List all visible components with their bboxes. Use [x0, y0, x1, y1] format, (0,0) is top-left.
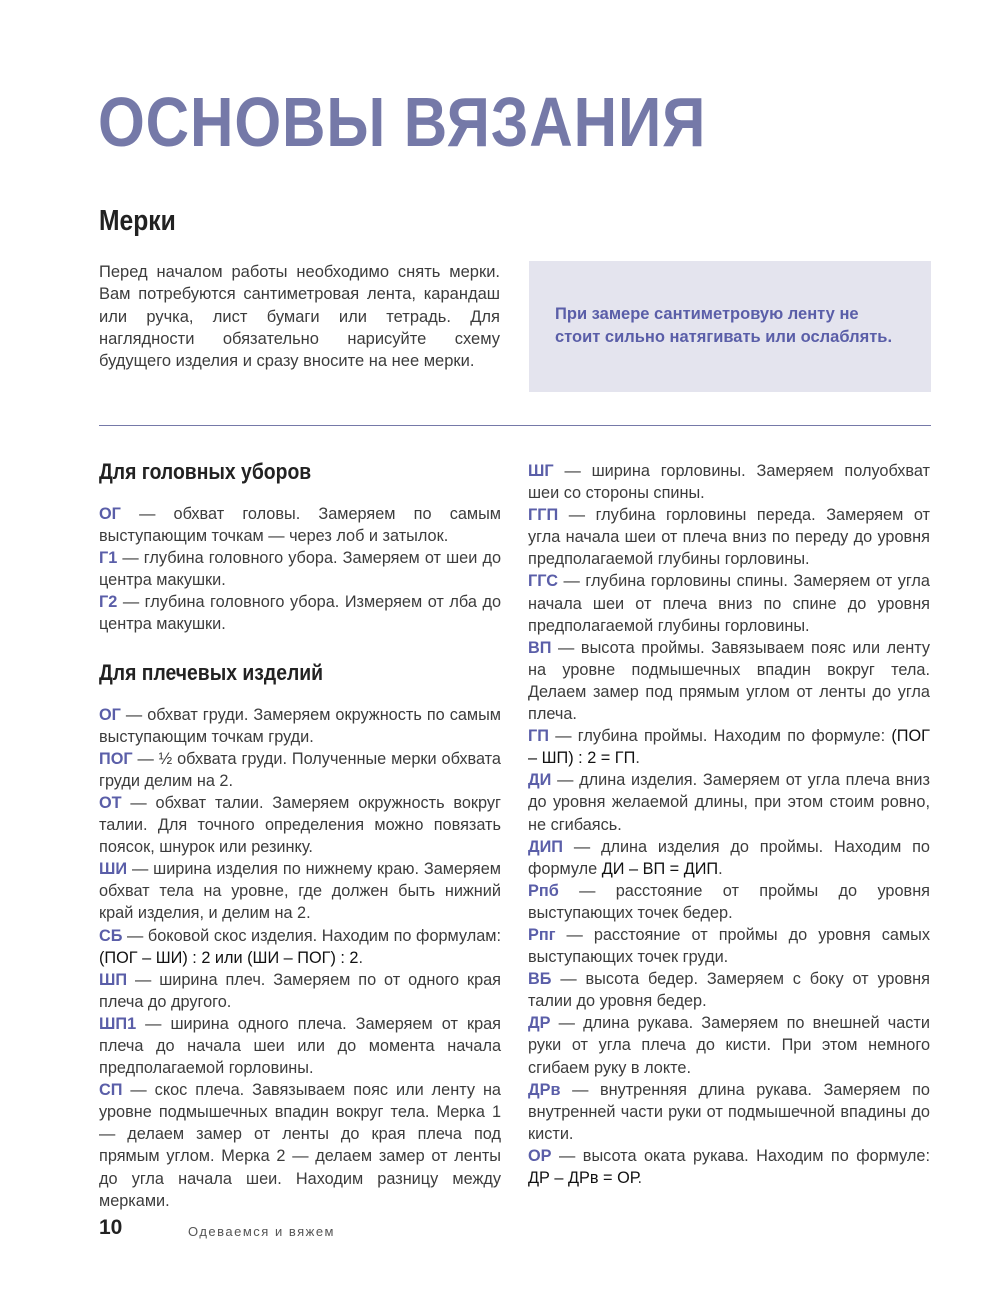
measurement-description: — обхват талии. Замеряем окружность вокруг талии. Для точного определения можно повязать поясок, шнурок или резинку. — [99, 793, 501, 857]
measurement-item — [528, 968, 930, 1012]
measurement-description: — ширина плеч. Замеряем по от одного края плеча до другого. — [99, 970, 501, 1011]
measurement-description: — глубина горловины спины. Замеряем от угла начала шеи от плеча вниз по спине до уровня предполагаемой глубины горловины. — [528, 572, 930, 635]
measurement-item — [99, 748, 501, 792]
right-list — [528, 460, 930, 1189]
measurement-description: — обхват груди. Замеряем окружность по самым выступающим точкам груди. — [99, 705, 501, 746]
note-box — [529, 261, 931, 392]
section-title: Мерки — [99, 205, 176, 237]
measurement-description: — длина изделия. Замеряем от угла плеча вниз до уровня желаемой длины, при этом стоим ровно, не сгибаясь. — [528, 771, 930, 834]
headwear-list — [99, 503, 501, 636]
measurement-tail: . — [718, 859, 723, 878]
measurement-abbr: ПОГ — [99, 749, 133, 768]
measurement-formula: ДИ – ВП = ДИП — [601, 859, 719, 878]
measurement-description: — высота бедер. Замеряем с боку от уровня талии до уровня бедер. — [528, 970, 930, 1011]
measurement-description: — ширина изделия по нижнему краю. Замеряем обхват тела на уровне, где должен быть нижний край изделия, и делим на 2. — [99, 860, 501, 923]
measurement-abbr: ВП — [528, 638, 552, 657]
measurement-item — [99, 925, 501, 969]
measurement-description: — расстояние от проймы до уровня выступающих точек бедер. — [528, 881, 930, 922]
page-title: ОСНОВЫ ВЯЗАНИЯ — [98, 83, 707, 161]
measurement-formula: ДР – ДРв = ОР — [528, 1169, 638, 1187]
measurement-description: — внутренняя длина рукава. Замеряем по внутренней части руки от подмышечной впадины до кисти. — [528, 1080, 930, 1143]
measurement-abbr: ШГ — [528, 462, 554, 480]
measurement-item — [528, 1012, 930, 1078]
measurement-description: — глубина головного убора. Измеряем от лба до центра макушки. — [99, 593, 501, 634]
measurement-description: — высота проймы. Завязываем пояс или ленту на уровне подмышечных впадин вокруг тела. Делаем замер под прямым углом от ленты до угла плеча. — [528, 638, 930, 724]
measurement-item — [99, 792, 501, 858]
measurement-description: — длина изделия до проймы. Находим по формуле — [528, 837, 930, 878]
measurement-description: — обхват головы. Замеряем по самым выступающим точкам — через лоб и затылок. — [99, 505, 501, 546]
measurement-description: — глубина горловины переда. Замеряем от угла начала шеи от плеча вниз по переду до уровня предполагаемой глубины горловины. — [528, 506, 930, 569]
left-column — [99, 455, 501, 1212]
measurement-abbr: ШП — [99, 970, 128, 989]
measurement-abbr: ОГ — [99, 505, 121, 523]
measurement-abbr: ДР — [528, 1014, 551, 1033]
measurement-description: — ширина одного плеча. Замеряем от края плеча до начала шеи или до момента начала предполагаемой горловины. — [99, 1014, 501, 1078]
measurement-tail: . — [358, 948, 364, 967]
divider — [99, 425, 931, 426]
measurement-description: — длина рукава. Замеряем по внешней части руки от угла плеча до кисти. При этом немного сгибаем руку в локте. — [528, 1014, 930, 1077]
measurement-formula: (ПОГ – ШП) : 2 = ГП — [528, 727, 930, 768]
measurement-item — [99, 503, 501, 547]
measurement-item — [528, 504, 930, 570]
measurement-item — [528, 1079, 930, 1145]
measurement-abbr: ДИП — [528, 837, 564, 856]
measurement-description: — ½ обхвата груди. Полученные мерки обхвата груди делим на 2. — [99, 749, 501, 790]
measurement-abbr: ОТ — [99, 793, 122, 812]
measurement-abbr: ВБ — [528, 970, 552, 989]
running-title: Одеваемся и вяжем — [188, 1224, 335, 1239]
measurement-item — [528, 836, 930, 880]
measurement-abbr: ШП1 — [99, 1014, 137, 1033]
measurement-abbr: Рпг — [528, 925, 556, 944]
measurement-item — [99, 547, 501, 591]
measurement-item — [99, 1079, 501, 1212]
shoulder-heading: Для плечевых изделий — [99, 659, 324, 685]
measurement-item — [528, 460, 930, 504]
measurement-description: — скос плеча. Завязываем пояс или ленту на уровне подмышечных впадин вокруг тела. Мерка 1 — делаем замер от ленты до края плеча под прямым углом. Мерка 2 — делаем замер от ленты до угла начала шеи. Находим разницу между мерками. — [99, 1081, 501, 1210]
measurement-item — [99, 591, 501, 635]
measurement-description: — расстояние от проймы до уровня самых выступающих точек груди. — [528, 925, 930, 967]
measurement-formula: (ПОГ – ШИ) : 2 или (ШИ – ПОГ) : 2 — [99, 948, 359, 967]
measurement-item — [99, 1013, 501, 1079]
measurement-abbr: Г1 — [99, 549, 118, 568]
measurement-item — [99, 704, 501, 748]
measurement-abbr: ШИ — [99, 860, 128, 879]
measurement-abbr: ОР — [528, 1146, 552, 1165]
measurement-item — [99, 969, 501, 1013]
measurement-description: — боковой скос изделия. Находим по формулам: — [122, 926, 501, 945]
measurement-description: — высота оката рукава. Находим по формуле: — [551, 1146, 930, 1165]
measurement-abbr: СП — [99, 1081, 123, 1100]
measurement-item — [528, 570, 930, 636]
measurement-abbr: Г2 — [99, 593, 118, 612]
measurement-tail: . — [635, 749, 640, 768]
headwear-heading: Для головных уборов — [99, 459, 312, 484]
measurement-tail: . — [637, 1169, 643, 1187]
measurement-abbr: ГГП — [528, 506, 559, 525]
measurement-item — [528, 769, 930, 835]
note-text: При замере сантиметровую ленту не стоит сильно натягивать или ослаблять. — [555, 305, 893, 346]
measurement-abbr: СБ — [99, 926, 123, 945]
measurement-item — [99, 858, 501, 924]
shoulder-list — [99, 704, 501, 1212]
measurement-description: — глубина проймы. Находим по формуле: — [548, 727, 892, 746]
measurement-item — [528, 637, 930, 725]
measurement-abbr: ГП — [528, 727, 549, 746]
measurement-item — [528, 725, 930, 769]
intro-paragraph: Перед началом работы необходимо снять мерки. Вам потребуются сантиметровая лента, карандаш или ручка, лист бумаги или тетрадь. Для наглядности обязательно нарисуйте схему будущего изделия и сразу вносите на нее мерки. — [99, 263, 500, 371]
measurement-description: — глубина головного убора. Замеряем от шеи до центра макушки. — [99, 549, 501, 590]
measurement-abbr: ГГС — [528, 572, 559, 591]
measurement-abbr: Рпб — [528, 881, 559, 900]
measurement-abbr: ОГ — [99, 705, 121, 724]
measurement-item — [528, 880, 930, 924]
measurement-abbr: ДРв — [528, 1080, 561, 1099]
measurement-abbr: ДИ — [528, 771, 552, 790]
right-column — [528, 460, 930, 1189]
measurement-description: — ширина горловины. Замеряем полуобхват шеи со стороны спины. — [528, 462, 930, 503]
measurement-item — [528, 924, 930, 968]
measurement-item — [528, 1145, 930, 1189]
page-number: 10 — [99, 1216, 123, 1239]
